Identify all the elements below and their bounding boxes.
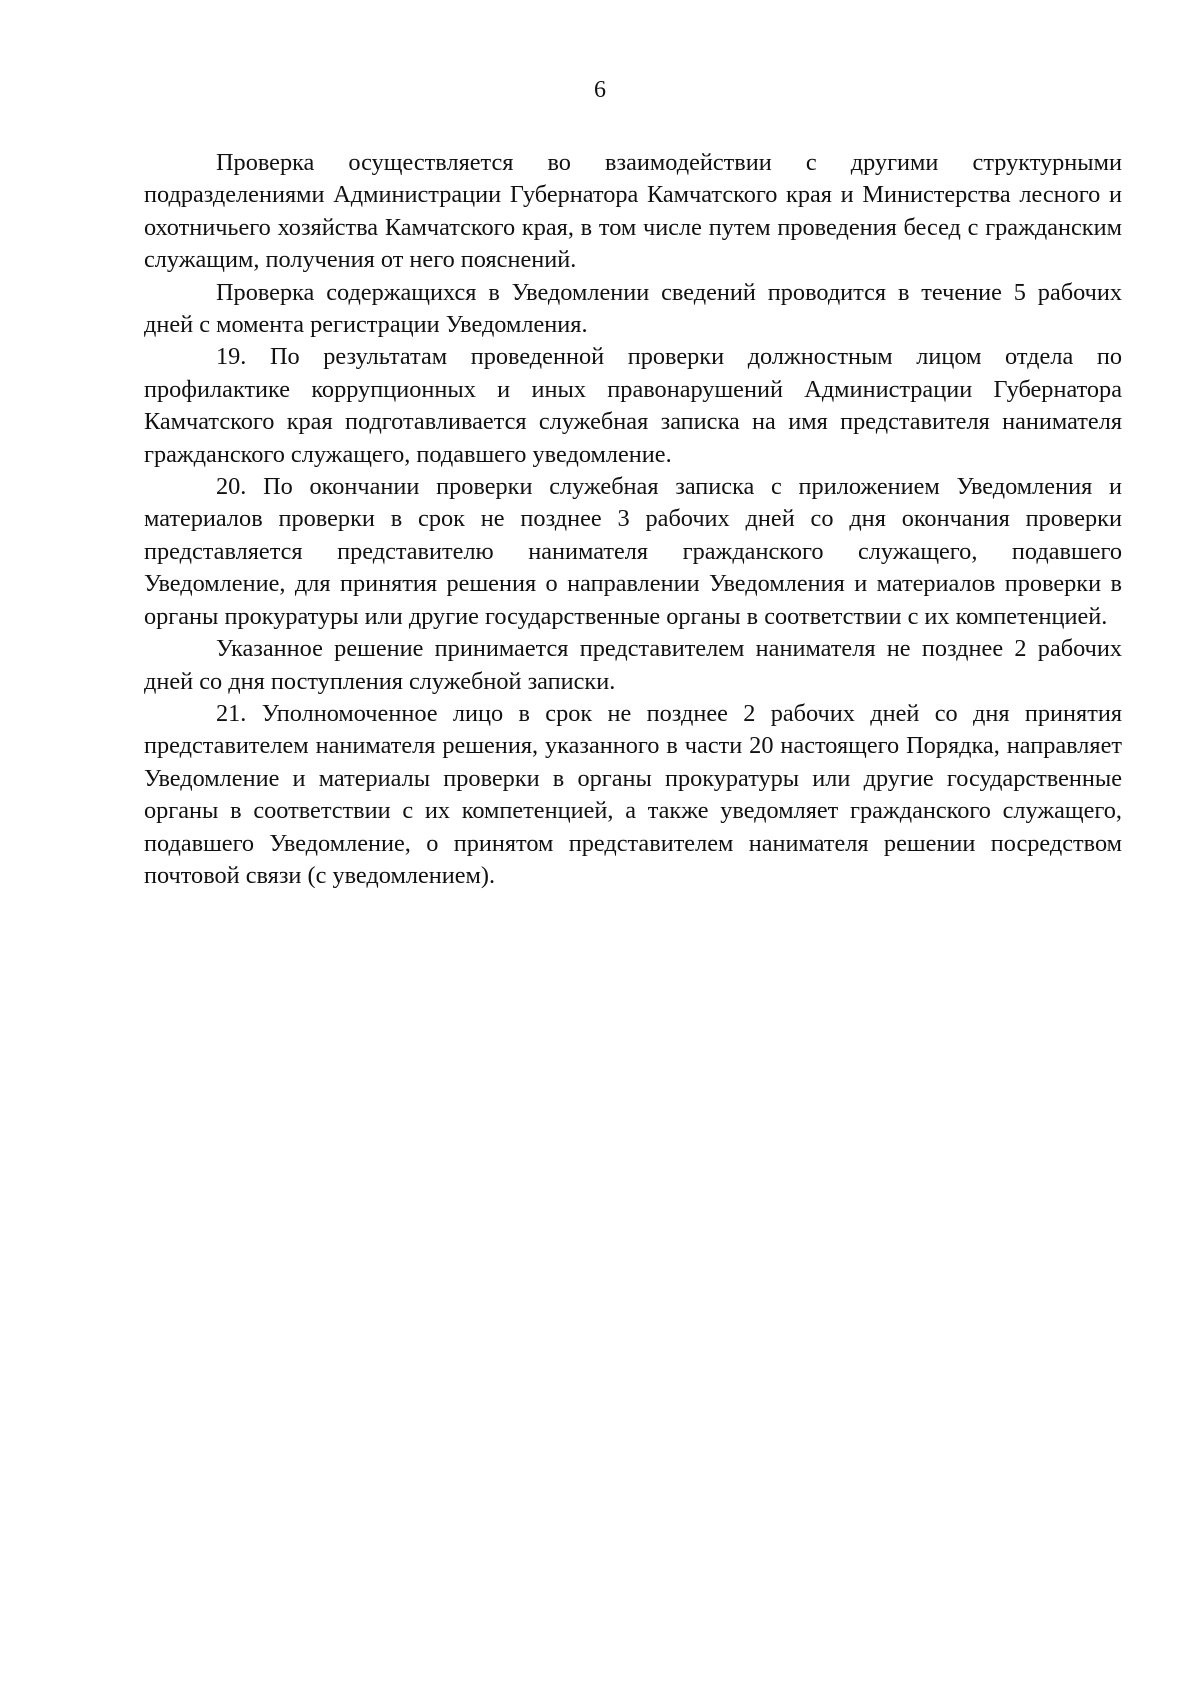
page-number: 6 xyxy=(594,77,606,103)
document-body xyxy=(144,147,1122,892)
paragraph-item-19: 19. По результатам проведенной проверки должностным лицом отдела по профилактике коррупционных и иных правонарушений Администрации Губернатора Камчатского края подготавливается служебная записка на имя представителя нанимателя гражданского служащего, подавшего уведомление. xyxy=(144,343,1122,468)
paragraph-verification-term: Проверка содержащихся в Уведомлении сведений проводится в течение 5 рабочих дней с момента регистрации Уведомления. xyxy=(144,278,1122,339)
paragraph-item-21: 21. Уполномоченное лицо в срок не позднее 2 рабочих дней со дня принятия представителем нанимателя решения, указанного в части 20 настоящего Порядка, направляет Уведомление и материалы проверки в органы прокуратуры или другие государственные органы в соответствии с их компетенцией, а также уведомляет гражданского служащего, подавшего Уведомление, о принятом представителем нанимателя решении посредством почтовой связи (с уведомлением). xyxy=(144,699,1122,889)
paragraph-item-20: 20. По окончании проверки служебная записка с приложением Уведомления и материалов проверки в срок не позднее 3 рабочих дней со дня окончания проверки представляется представителю нанимателя гражданского служащего, подавшего Уведомление, для принятия решения о направлении Уведомления и материалов проверки в органы прокуратуры или другие государственные органы в соответствии с их компетенцией. xyxy=(144,473,1122,630)
paragraph-verification-interaction: Проверка осуществляется во взаимодействии с другими структурными подразделениями Администрации Губернатора Камчатского края и Министерства лесного и охотничьего хозяйства Камчатского края, в том числе путем проведения бесед с гражданским служащим, получения от него пояснений. xyxy=(144,149,1122,274)
paragraph-decision-term: Указанное решение принимается представителем нанимателя не позднее 2 рабочих дней со дня поступления служебной записки. xyxy=(144,635,1122,695)
